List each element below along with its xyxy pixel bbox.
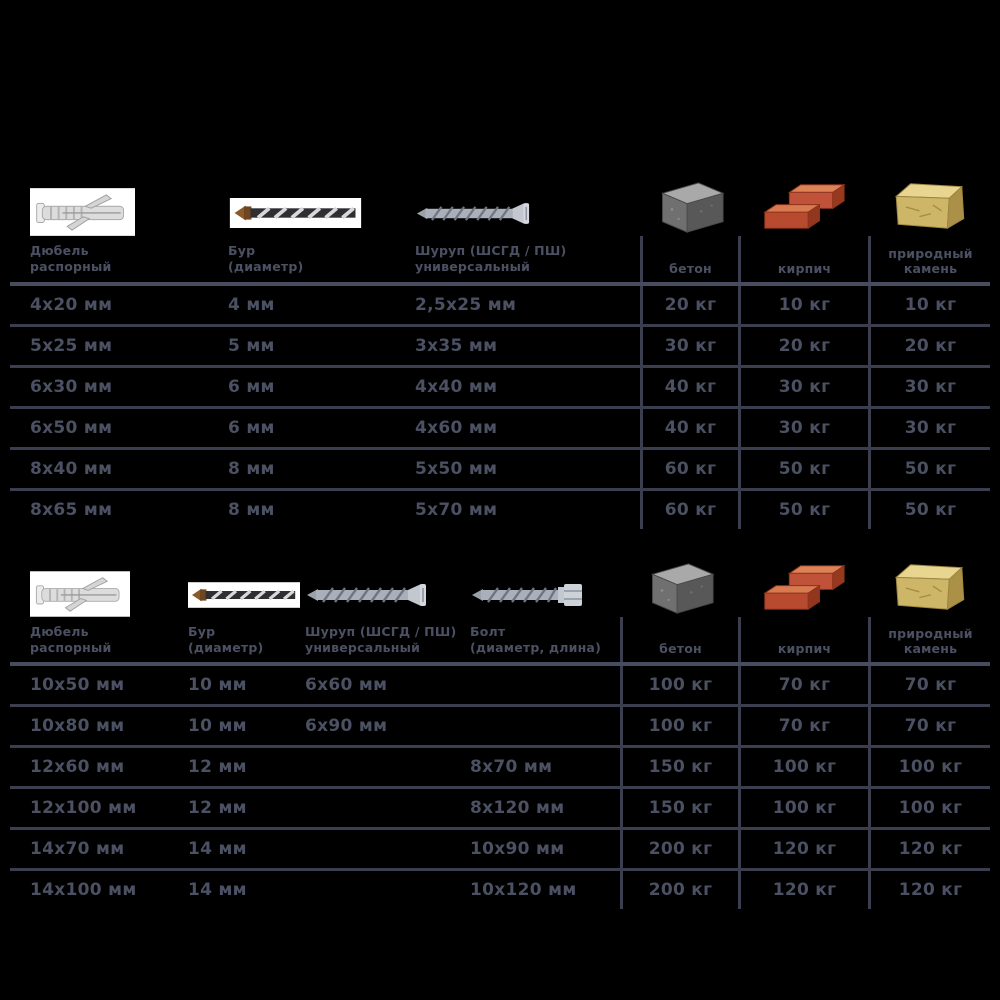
dowel-size: 6x50 мм — [30, 417, 113, 438]
bolt-size — [470, 666, 620, 704]
header-concrete: бетон — [640, 236, 738, 282]
table-2-row-4 — [10, 789, 990, 827]
brick-image — [761, 560, 846, 615]
screw-size: 4x40 мм — [415, 376, 498, 397]
screw-size: 2,5x25 мм — [415, 294, 517, 315]
brick-load: 50 кг — [738, 450, 868, 488]
screw-size: 3x35 мм — [415, 335, 498, 356]
stone-load: 50 кг — [868, 450, 990, 488]
header-stone: природный камень — [868, 617, 990, 663]
table-1 — [10, 178, 990, 529]
stone-load: 30 кг — [868, 368, 990, 406]
concrete-load: 100 кг — [620, 707, 738, 745]
stone-load: 100 кг — [868, 748, 990, 786]
header-concrete: бетон — [620, 617, 738, 663]
universal-screw-image — [415, 201, 547, 226]
stone-load: 70 кг — [868, 707, 990, 745]
header-dowel: Дюбель распорный — [30, 623, 112, 655]
dowel-size: 14x100 мм — [30, 880, 137, 900]
screw-size — [305, 830, 470, 868]
table-1-row-1 — [10, 286, 990, 324]
table-2-row-5 — [10, 830, 990, 868]
table-2-header-row — [10, 617, 990, 663]
header-drill: Бур (диаметр) — [228, 243, 304, 275]
concrete-load: 200 кг — [620, 830, 738, 868]
universal-screw-image — [305, 582, 445, 608]
screw-size — [305, 748, 470, 786]
drill-size: 10 мм — [188, 675, 247, 695]
dowel-size: 10x50 мм — [30, 675, 125, 695]
stone-load: 120 кг — [868, 871, 990, 909]
header-screw: Шуруп (ШСГД / ПШ) универсальный — [305, 623, 457, 655]
drill-bit-image — [228, 198, 363, 228]
table-1-row-3 — [10, 368, 990, 406]
stone-load: 20 кг — [868, 327, 990, 365]
drill-size: 8 мм — [228, 499, 275, 520]
dowel-image — [30, 188, 135, 236]
bolt-size: 10x90 мм — [470, 839, 565, 859]
header-brick: кирпич — [738, 236, 868, 282]
dowel-size: 6x30 мм — [30, 376, 113, 397]
brick-load: 30 кг — [738, 409, 868, 447]
dowel-size: 8x40 мм — [30, 458, 113, 479]
stone-load: 100 кг — [868, 789, 990, 827]
dowel-size: 5x25 мм — [30, 335, 113, 356]
table-1-row-2 — [10, 327, 990, 365]
drill-size: 10 мм — [188, 716, 247, 736]
header-bolt: Болт (диаметр, длина) — [470, 623, 601, 655]
concrete-block-image — [649, 181, 729, 234]
table-2-image-row — [10, 559, 990, 617]
brick-load: 20 кг — [738, 327, 868, 365]
bolt-size: 8x120 мм — [470, 798, 565, 818]
stone-load: 10 кг — [868, 286, 990, 324]
hex-bolt-image — [470, 581, 590, 609]
table-1-header-row — [10, 236, 990, 282]
dowel-size: 12x100 мм — [30, 798, 137, 818]
dowel-size: 14x70 мм — [30, 839, 125, 859]
table-2-row-1 — [10, 666, 990, 704]
brick-load: 50 кг — [738, 491, 868, 529]
drill-size: 14 мм — [188, 880, 247, 900]
table-1-row-5 — [10, 450, 990, 488]
concrete-load: 100 кг — [620, 666, 738, 704]
header-stone: природный камень — [868, 236, 990, 282]
concrete-load: 20 кг — [640, 286, 738, 324]
screw-size — [305, 789, 470, 827]
stone-load: 120 кг — [868, 830, 990, 868]
drill-size: 14 мм — [188, 839, 247, 859]
brick-load: 100 кг — [738, 789, 868, 827]
dowel-size: 10x80 мм — [30, 716, 125, 736]
concrete-load: 60 кг — [640, 450, 738, 488]
brick-load: 120 кг — [738, 830, 868, 868]
drill-size: 4 мм — [228, 294, 275, 315]
table-2-row-2 — [10, 707, 990, 745]
stone-load: 30 кг — [868, 409, 990, 447]
drill-size: 6 мм — [228, 376, 275, 397]
drill-size: 12 мм — [188, 757, 247, 777]
screw-size — [305, 871, 470, 909]
table-2 — [10, 559, 990, 910]
brick-load: 120 кг — [738, 871, 868, 909]
drill-size: 12 мм — [188, 798, 247, 818]
bolt-size: 8x70 мм — [470, 757, 553, 777]
table-2-row-3 — [10, 748, 990, 786]
stone-block-image — [890, 178, 968, 234]
drill-size: 6 мм — [228, 417, 275, 438]
header-dowel: Дюбель распорный — [30, 243, 112, 275]
bolt-size: 10x120 мм — [470, 880, 577, 900]
screw-size: 5x50 мм — [415, 458, 498, 479]
concrete-load: 30 кг — [640, 327, 738, 365]
stone-load: 70 кг — [868, 666, 990, 704]
drill-size: 8 мм — [228, 458, 275, 479]
brick-load: 30 кг — [738, 368, 868, 406]
screw-size: 6x60 мм — [305, 675, 388, 695]
header-brick: кирпич — [738, 617, 868, 663]
screw-size: 6x90 мм — [305, 716, 388, 736]
stone-load: 50 кг — [868, 491, 990, 529]
table-1-row-4 — [10, 409, 990, 447]
header-drill: Бур (диаметр) — [188, 623, 264, 655]
concrete-load: 60 кг — [640, 491, 738, 529]
dowel-size: 8x65 мм — [30, 499, 113, 520]
table-2-row-6 — [10, 871, 990, 909]
concrete-load: 40 кг — [640, 409, 738, 447]
brick-load: 70 кг — [738, 707, 868, 745]
table-1-image-row — [10, 178, 990, 236]
concrete-load: 40 кг — [640, 368, 738, 406]
header-screw: Шуруп (ШСГД / ПШ) универсальный — [415, 243, 567, 275]
dowel-size: 12x60 мм — [30, 757, 125, 777]
brick-load: 100 кг — [738, 748, 868, 786]
brick-load: 70 кг — [738, 666, 868, 704]
concrete-block-image — [639, 562, 719, 615]
screw-size: 5x70 мм — [415, 499, 498, 520]
drill-bit-image — [188, 582, 300, 608]
concrete-load: 200 кг — [620, 871, 738, 909]
screw-size: 4x60 мм — [415, 417, 498, 438]
dowel-size: 4x20 мм — [30, 294, 113, 315]
dowel-image — [30, 571, 130, 617]
bolt-size — [470, 707, 620, 745]
brick-image — [761, 179, 846, 234]
drill-size: 5 мм — [228, 335, 275, 356]
table-1-row-6 — [10, 491, 990, 529]
brick-load: 10 кг — [738, 286, 868, 324]
concrete-load: 150 кг — [620, 748, 738, 786]
concrete-load: 150 кг — [620, 789, 738, 827]
stone-block-image — [890, 559, 968, 615]
